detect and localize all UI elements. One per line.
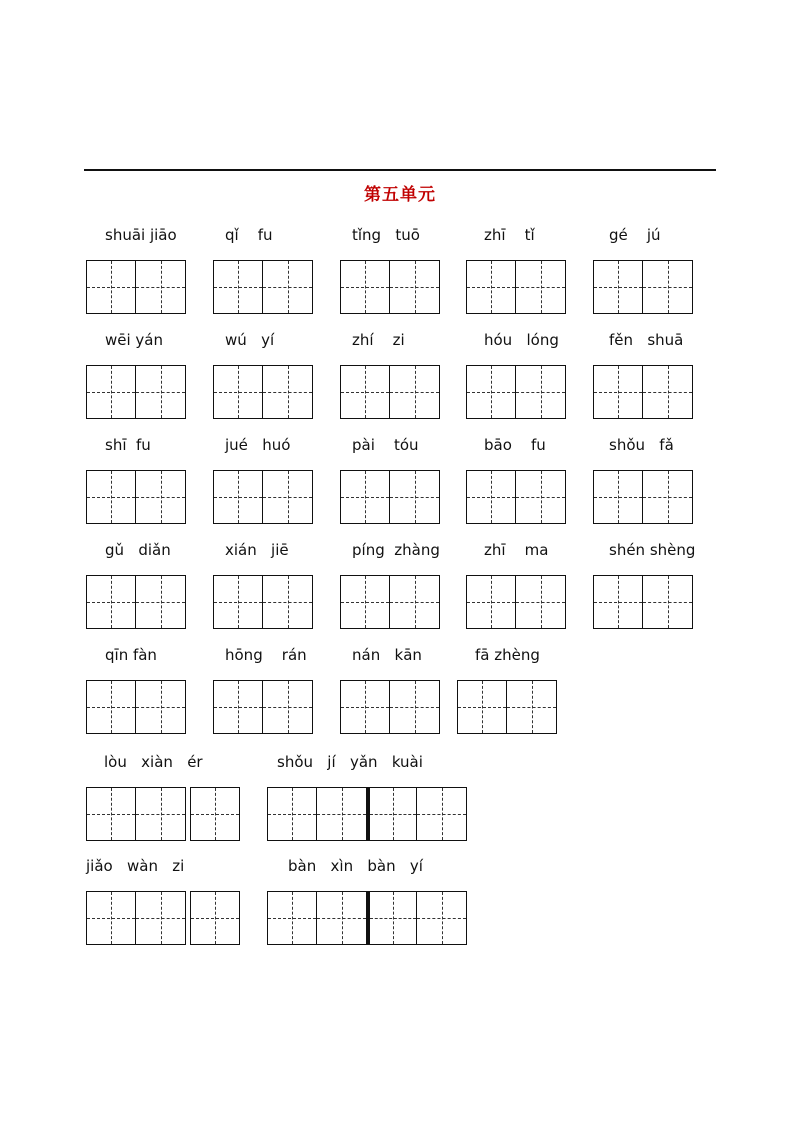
writing-cell[interactable] xyxy=(516,365,566,419)
pinyin-label: jué huó xyxy=(225,436,291,454)
pinyin-label: gǔ diǎn xyxy=(105,541,171,559)
writing-cell[interactable] xyxy=(507,680,557,734)
pinyin-label: qīn fàn xyxy=(105,646,157,664)
writing-cell[interactable] xyxy=(593,260,643,314)
writing-cell[interactable] xyxy=(390,470,440,524)
character-grid xyxy=(466,365,566,419)
pinyin-label: fěn shuā xyxy=(609,331,684,349)
pinyin-label: bàn xìn bàn yí xyxy=(288,857,423,875)
writing-cell[interactable] xyxy=(593,575,643,629)
character-grid xyxy=(457,680,557,734)
character-grid xyxy=(86,260,186,314)
writing-cell[interactable] xyxy=(263,365,313,419)
writing-cell[interactable] xyxy=(190,787,240,841)
writing-cell[interactable] xyxy=(643,575,693,629)
character-grid xyxy=(466,260,566,314)
writing-cell[interactable] xyxy=(317,787,367,841)
writing-cell[interactable] xyxy=(466,260,516,314)
writing-cell[interactable] xyxy=(367,787,417,841)
writing-cell[interactable] xyxy=(213,470,263,524)
writing-cell[interactable] xyxy=(390,575,440,629)
writing-cell[interactable] xyxy=(267,787,317,841)
pinyin-label: píng zhàng xyxy=(352,541,440,559)
character-grid xyxy=(340,365,440,419)
pinyin-label: shǒu jí yǎn kuài xyxy=(277,753,423,771)
pinyin-label: bāo fu xyxy=(484,436,546,454)
writing-cell[interactable] xyxy=(643,260,693,314)
character-grid xyxy=(340,260,440,314)
character-grid xyxy=(213,260,313,314)
character-grid xyxy=(593,260,693,314)
writing-cell[interactable] xyxy=(390,365,440,419)
character-grid xyxy=(86,680,186,734)
writing-cell[interactable] xyxy=(136,260,186,314)
character-grid xyxy=(593,575,693,629)
character-grid xyxy=(213,680,313,734)
writing-cell[interactable] xyxy=(643,470,693,524)
pinyin-label: pài tóu xyxy=(352,436,419,454)
pinyin-label: nán kān xyxy=(352,646,422,664)
pinyin-label: shǒu fǎ xyxy=(609,436,674,454)
writing-cell[interactable] xyxy=(136,680,186,734)
writing-cell[interactable] xyxy=(390,260,440,314)
writing-cell[interactable] xyxy=(136,787,186,841)
character-grid xyxy=(340,680,440,734)
pinyin-label: zhī tǐ xyxy=(484,226,535,244)
writing-cell[interactable] xyxy=(466,470,516,524)
character-grid xyxy=(593,470,693,524)
pinyin-label: lòu xiàn ér xyxy=(104,753,203,771)
writing-cell[interactable] xyxy=(86,787,136,841)
pinyin-label: zhí zi xyxy=(352,331,405,349)
pinyin-label: hōng rán xyxy=(225,646,307,664)
pinyin-label: shuāi jiāo xyxy=(105,226,177,244)
pinyin-label: shén shèng xyxy=(609,541,696,559)
writing-cell[interactable] xyxy=(190,891,240,945)
writing-cell[interactable] xyxy=(417,891,467,945)
pinyin-label: wēi yán xyxy=(105,331,164,349)
writing-cell[interactable] xyxy=(263,260,313,314)
character-grid xyxy=(86,575,186,629)
writing-cell[interactable] xyxy=(213,365,263,419)
writing-cell[interactable] xyxy=(136,365,186,419)
writing-cell[interactable] xyxy=(367,891,417,945)
character-grid xyxy=(593,365,693,419)
writing-cell[interactable] xyxy=(263,575,313,629)
writing-cell[interactable] xyxy=(136,470,186,524)
page-title: 第五单元 xyxy=(364,185,436,205)
writing-cell[interactable] xyxy=(593,470,643,524)
writing-cell[interactable] xyxy=(86,470,136,524)
writing-cell[interactable] xyxy=(340,470,390,524)
pinyin-label: fā zhèng xyxy=(475,646,540,664)
writing-cell[interactable] xyxy=(213,680,263,734)
writing-cell[interactable] xyxy=(213,260,263,314)
writing-cell[interactable] xyxy=(86,575,136,629)
writing-cell[interactable] xyxy=(86,891,136,945)
writing-cell[interactable] xyxy=(516,575,566,629)
pinyin-label: shī fu xyxy=(105,436,151,454)
pinyin-label: tǐng tuō xyxy=(352,226,420,244)
writing-cell[interactable] xyxy=(340,575,390,629)
character-grid xyxy=(86,891,240,945)
character-grid xyxy=(340,470,440,524)
pinyin-label: gé jú xyxy=(609,226,661,244)
pinyin-label: xián jiē xyxy=(225,541,289,559)
writing-cell[interactable] xyxy=(136,575,186,629)
writing-cell[interactable] xyxy=(340,365,390,419)
writing-cell[interactable] xyxy=(86,365,136,419)
writing-cell[interactable] xyxy=(516,260,566,314)
writing-cell[interactable] xyxy=(340,680,390,734)
writing-cell[interactable] xyxy=(516,470,566,524)
pinyin-label: jiǎo wàn zi xyxy=(86,857,185,875)
writing-cell[interactable] xyxy=(466,575,516,629)
writing-cell[interactable] xyxy=(263,680,313,734)
character-grid xyxy=(86,787,240,841)
character-grid xyxy=(466,470,566,524)
writing-cell[interactable] xyxy=(466,365,516,419)
writing-cell[interactable] xyxy=(390,680,440,734)
top-rule xyxy=(84,169,716,171)
writing-cell[interactable] xyxy=(86,260,136,314)
writing-cell[interactable] xyxy=(317,891,367,945)
writing-cell[interactable] xyxy=(263,470,313,524)
character-grid xyxy=(213,470,313,524)
character-grid xyxy=(267,891,467,945)
writing-cell[interactable] xyxy=(340,260,390,314)
pinyin-label: wú yí xyxy=(225,331,275,349)
character-grid xyxy=(267,787,467,841)
writing-cell[interactable] xyxy=(213,575,263,629)
character-grid xyxy=(86,470,186,524)
writing-cell[interactable] xyxy=(593,365,643,419)
writing-cell[interactable] xyxy=(136,891,186,945)
pinyin-label: zhī ma xyxy=(484,541,549,559)
character-grid xyxy=(86,365,186,419)
character-grid xyxy=(340,575,440,629)
writing-cell[interactable] xyxy=(417,787,467,841)
writing-cell[interactable] xyxy=(267,891,317,945)
writing-cell[interactable] xyxy=(86,680,136,734)
pinyin-label: qǐ fu xyxy=(225,226,273,244)
writing-cell[interactable] xyxy=(457,680,507,734)
pinyin-label: hóu lóng xyxy=(484,331,559,349)
character-grid xyxy=(213,365,313,419)
character-grid xyxy=(213,575,313,629)
writing-cell[interactable] xyxy=(643,365,693,419)
character-grid xyxy=(466,575,566,629)
